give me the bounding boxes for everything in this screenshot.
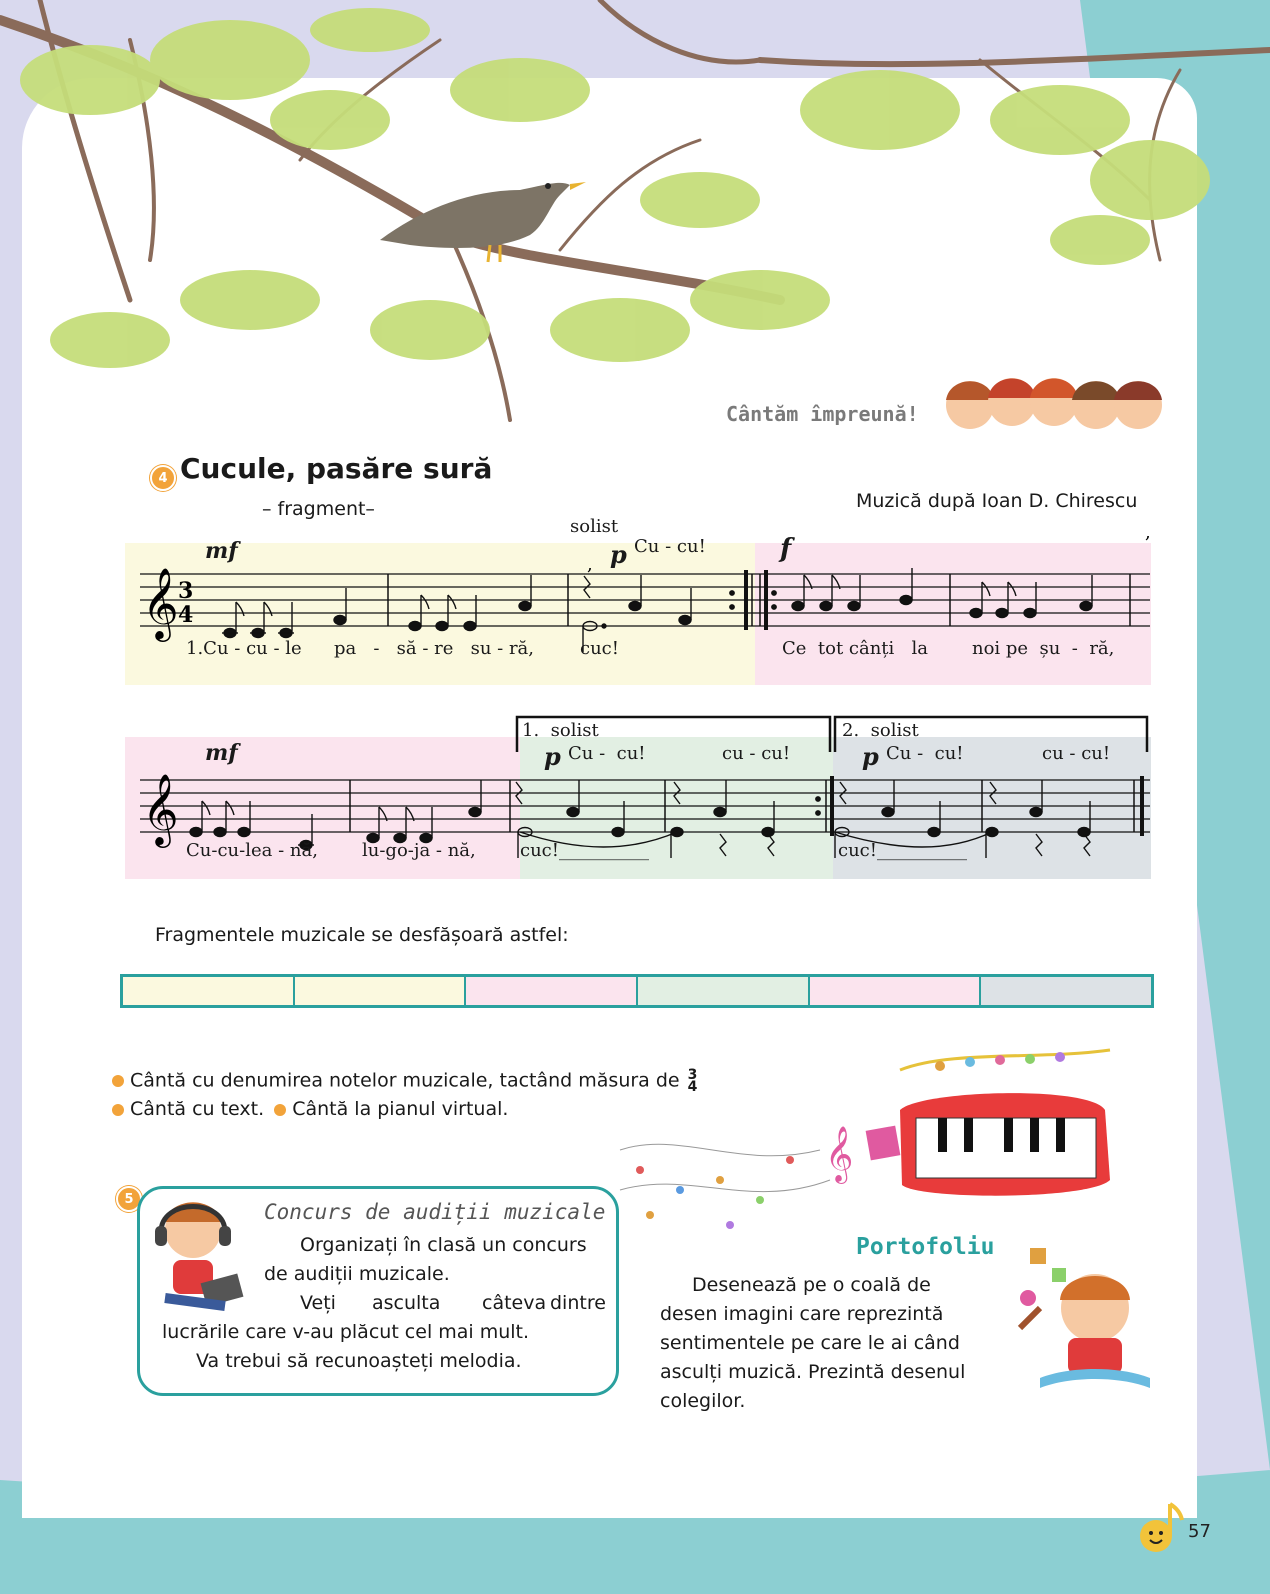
portfolio-title: Portofoliu	[856, 1234, 995, 1260]
task-line-1	[112, 1069, 697, 1093]
flow-cell-2[interactable]	[295, 977, 467, 1005]
cucu-lyric: Cu - cu!	[634, 536, 706, 557]
cantam-impreuna-label: Cântăm împreună!	[726, 402, 919, 426]
lyrics-row2-a: Cu-cu-lea - nă,	[186, 840, 318, 861]
cucu-volta1-a: Cu - cu!	[568, 743, 646, 764]
portfolio-line-5: colegilor.	[660, 1390, 746, 1412]
contest-line-1: Organizați în clasă un concurs	[300, 1234, 587, 1256]
singing-children-icon	[940, 360, 1180, 440]
bullet-icon	[112, 1104, 124, 1116]
dynamic-p: p	[610, 540, 627, 569]
virtual-piano-illustration	[620, 1050, 1120, 1250]
svg-text:𝄞: 𝄞	[142, 772, 179, 845]
flow-table	[120, 974, 1154, 1008]
svg-text:,: ,	[1145, 522, 1151, 543]
contest-line-5: Va trebui să recunoașteți melodia.	[196, 1350, 522, 1372]
flow-cell-4[interactable]	[638, 977, 810, 1005]
time-signature-num: 3	[687, 1067, 698, 1083]
song-title: Cucule, pasăre sură	[180, 452, 493, 485]
task-line-2	[112, 1098, 508, 1120]
svg-text:4: 4	[178, 602, 194, 628]
contest-line-3d: dintre	[550, 1292, 606, 1314]
contest-line-3c: câteva	[482, 1292, 547, 1314]
flow-cell-6[interactable]	[981, 977, 1151, 1005]
boy-headphones-icon	[145, 1188, 255, 1318]
task-3-text: Cântă la pianul virtual.	[292, 1098, 509, 1120]
dynamic-mf: mf	[205, 538, 238, 564]
lyrics-row1-c: cuc!	[580, 638, 619, 659]
contest-line-3a: Veți	[300, 1292, 336, 1314]
dynamic-p-volta2: p	[862, 742, 879, 771]
exercise-5-badge: 5	[116, 1186, 142, 1212]
svg-text:3: 3	[178, 578, 194, 604]
lyrics-row1-e: noi pe șu - ră,	[972, 638, 1115, 659]
lyrics-row2-d: cuc!__________	[838, 840, 967, 861]
dynamic-f: f	[780, 534, 792, 564]
smiling-note-mascot-icon	[1130, 1500, 1186, 1556]
bullet-icon	[274, 1104, 286, 1116]
lyrics-row1-a: 1.Cu - cu - le	[186, 638, 302, 659]
exercise-number-badge: 4	[150, 465, 176, 491]
portfolio-line-2: desen imagini care reprezintă	[660, 1303, 944, 1325]
treble-clef-icon: 𝄞	[142, 566, 179, 639]
lyrics-row1-b: pa - să - re su - ră,	[334, 638, 534, 659]
time-signature-den: 4	[687, 1079, 698, 1095]
svg-text:,: ,	[587, 554, 593, 575]
flow-cell-3[interactable]	[466, 977, 638, 1005]
dynamic-p-volta1: p	[544, 742, 561, 771]
solist-label: solist	[570, 516, 619, 537]
portfolio-line-1: Desenează pe o coală de	[692, 1274, 931, 1296]
volta-2-label: 2. solist	[842, 720, 919, 741]
portfolio-line-4: asculți muzică. Prezintă desenul	[660, 1361, 966, 1383]
task-1-text: Cântă cu denumirea notelor muzicale, tactând măsura de	[130, 1069, 680, 1092]
boy-reading-book-icon	[1000, 1238, 1170, 1398]
lyrics-row2-b: lu-go-ja - nă,	[362, 840, 476, 861]
bullet-icon	[112, 1075, 124, 1087]
flow-cell-5[interactable]	[810, 977, 982, 1005]
cucu-volta2-a: Cu - cu!	[886, 743, 964, 764]
lyrics-row1-d: Ce tot cânți la	[782, 638, 928, 659]
page-number: 57	[1188, 1521, 1211, 1542]
score-row-2	[130, 752, 1160, 882]
lyrics-row2-c: cuc!__________	[520, 840, 649, 861]
contest-line-3b: asculta	[372, 1292, 441, 1314]
flow-cell-1[interactable]	[123, 977, 295, 1005]
svg-text:𝄞: 𝄞	[825, 1126, 854, 1182]
cucu-volta2-b: cu - cu!	[1042, 743, 1111, 764]
contest-title: Concurs de audiții muzicale	[264, 1200, 606, 1224]
song-subtitle: – fragment–	[262, 498, 375, 520]
contest-line-4: lucrările care v-au plăcut cel mai mult.	[162, 1321, 530, 1343]
cucu-volta1-b: cu - cu!	[722, 743, 791, 764]
dynamic-mf-row2: mf	[205, 740, 238, 766]
contest-line-2: de audiții muzicale.	[264, 1263, 450, 1285]
volta-1-label: 1. solist	[522, 720, 599, 741]
portfolio-line-3: sentimentele pe care le ai când	[660, 1332, 960, 1354]
flow-label: Fragmentele muzicale se desfășoară astfel:	[155, 924, 569, 946]
task-2-text: Cântă cu text.	[130, 1098, 265, 1120]
composer-credit: Muzică după Ioan D. Chirescu	[856, 490, 1138, 512]
